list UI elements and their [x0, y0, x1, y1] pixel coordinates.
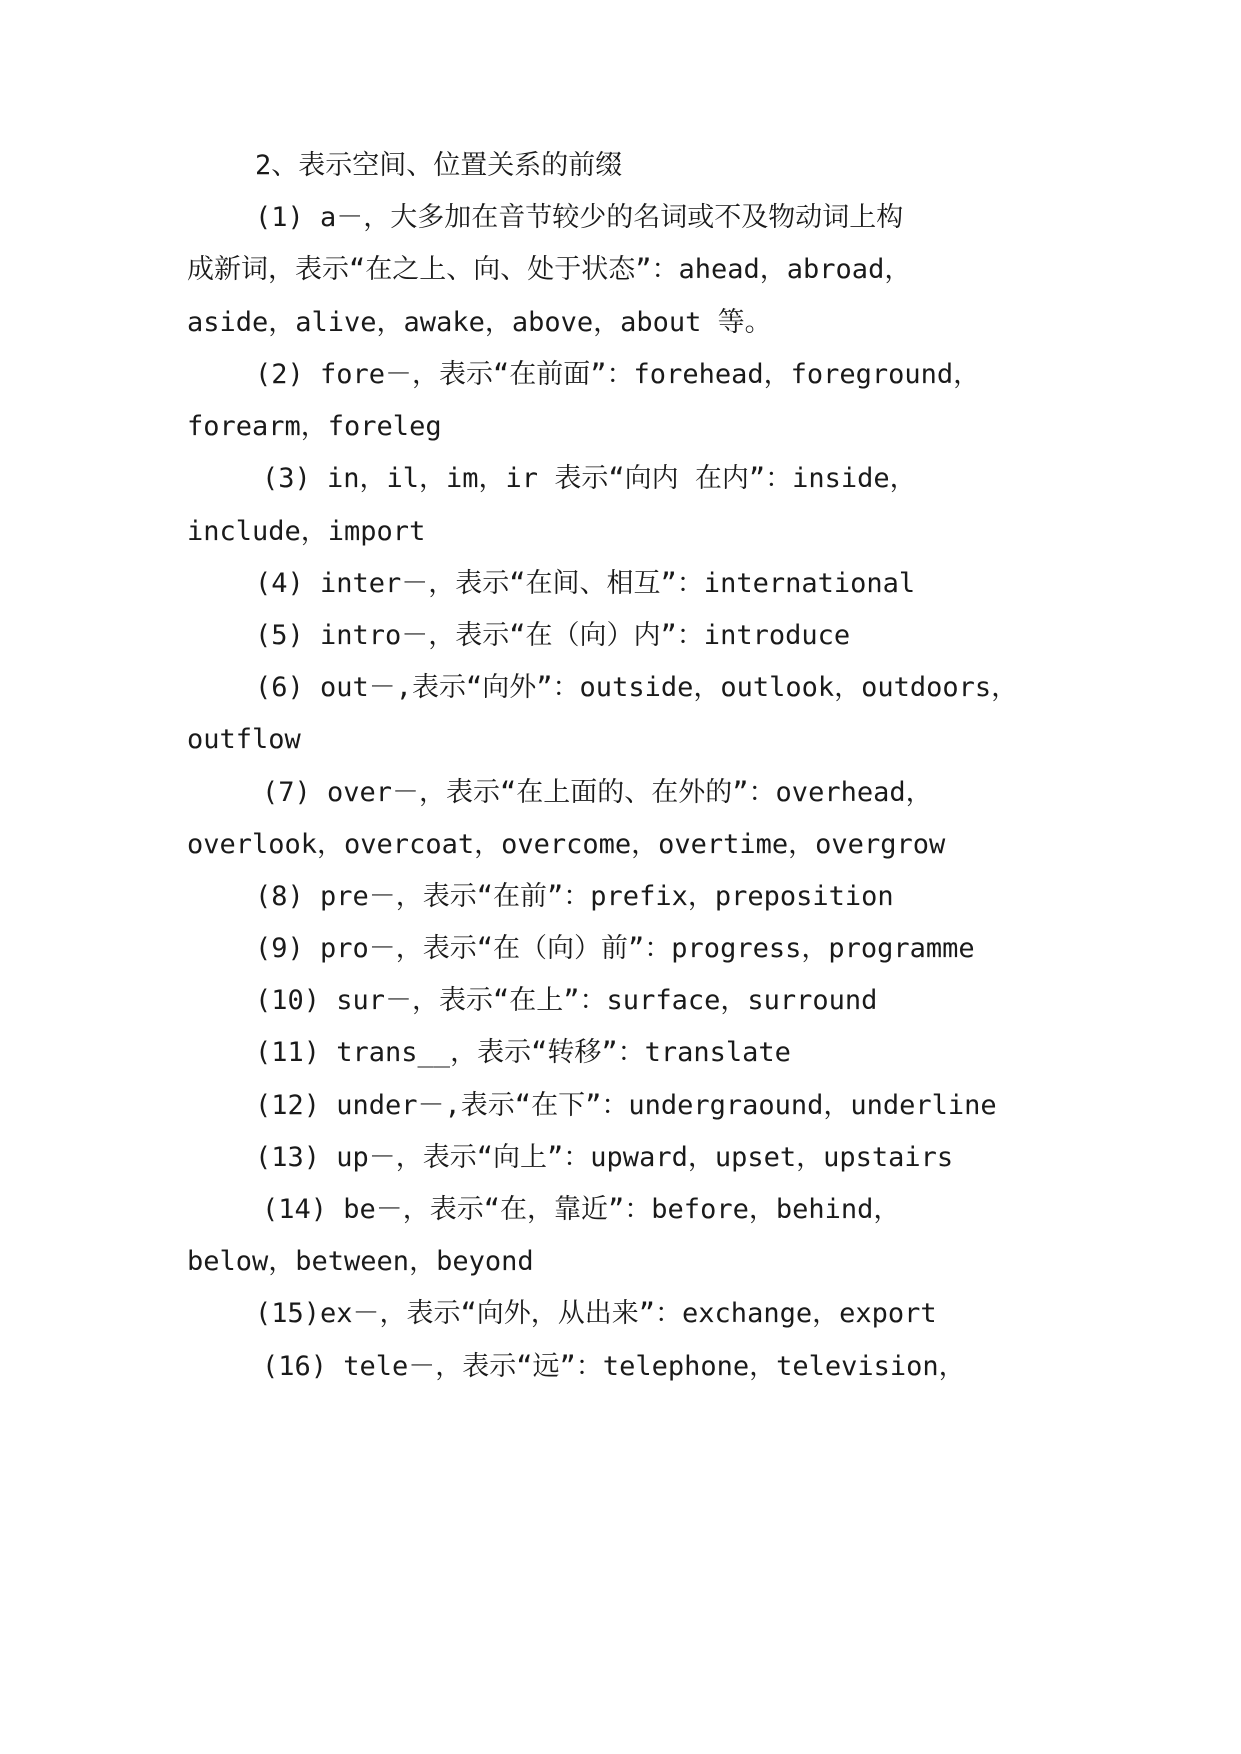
text-line: (6) out－,表示“向外”：outside，outlook，outdoors， — [255, 672, 1019, 703]
text-line: (8) pre－，表示“在前”：prefix，preposition — [255, 881, 894, 912]
text-line: below，between，beyond — [187, 1246, 534, 1277]
text-line: (10) sur－，表示“在上”：surface，surround — [255, 985, 878, 1016]
text-line: (3) in，il，im，ir 表示“向内 在内”：inside， — [262, 463, 917, 494]
text-line: (2) fore－，表示“在前面”：forehead，foreground， — [255, 359, 981, 390]
text-line: (7) over－，表示“在上面的、在外的”：overhead， — [262, 777, 933, 808]
text-line: (16) tele－，表示“远”：telephone，television， — [262, 1351, 966, 1382]
text-line: (11) trans__，表示“转移”：translate — [255, 1037, 791, 1068]
text-line: include，import — [187, 516, 426, 547]
text-line: (14) be－，表示“在，靠近”：before，behind， — [262, 1194, 901, 1225]
text-line: overlook，overcoat，overcome，overtime，overgrow — [187, 829, 946, 860]
text-line: (1) a－，大多加在音节较少的名词或不及物动词上构 — [255, 202, 904, 233]
text-line: forearm，foreleg — [187, 411, 442, 442]
text-line: (5) intro－，表示“在（向）内”：introduce — [255, 620, 851, 651]
text-line: (15)ex－，表示“向外，从出来”：exchange，export — [255, 1298, 937, 1329]
text-line: (9) pro－，表示“在（向）前”：progress，programme — [255, 933, 975, 964]
text-line: 成新词，表示“在之上、向、处于状态”：ahead，abroad， — [187, 254, 912, 285]
text-line: outflow — [187, 724, 301, 755]
text-line: (12) under－,表示“在下”：undergraound，underline — [255, 1090, 997, 1121]
text-line: (4) inter－，表示“在间、相互”：international — [255, 568, 916, 599]
text-line: (13) up－，表示“向上”：upward，upset，upstairs — [255, 1142, 954, 1173]
text-line: aside，alive，awake，above，about 等。 — [187, 307, 772, 338]
section-heading: 2、表示空间、位置关系的前缀 — [255, 150, 623, 181]
